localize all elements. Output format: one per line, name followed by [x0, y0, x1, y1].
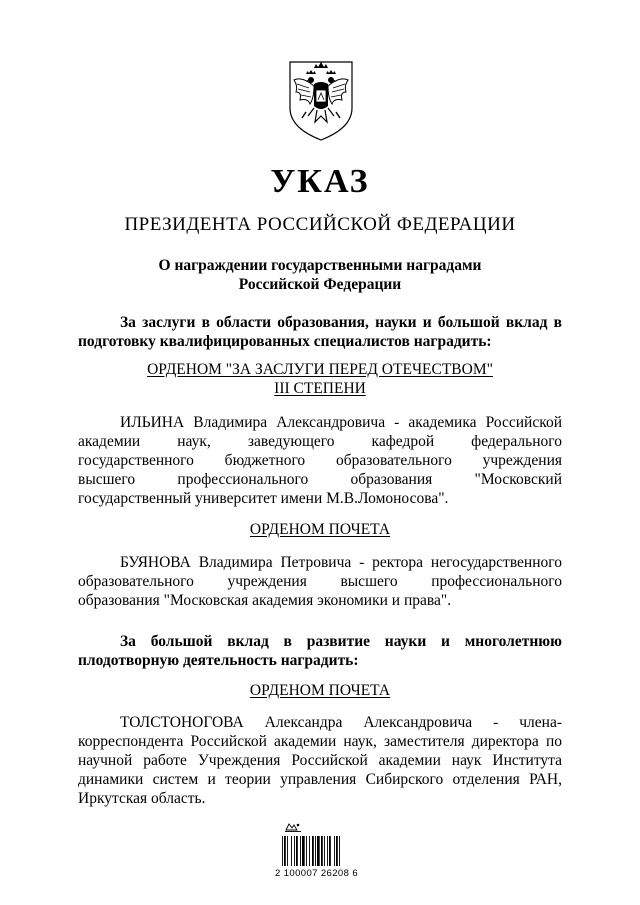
- document-title: УКАЗ: [270, 163, 370, 200]
- recipient-line: корреспондента Российской академии наук, заместителя директора по: [78, 733, 562, 750]
- section2-intro: [78, 632, 562, 670]
- award-title-order-merit: [78, 360, 562, 398]
- award-title-order-honour-2: [78, 681, 562, 700]
- recipient-tolstonogov: [78, 713, 562, 808]
- intro-line: За большой вклад в развитие науки и многолетнюю: [120, 633, 562, 650]
- recipient-line: государственный университет имени М.В.Ломоносова".: [78, 490, 449, 507]
- barcode-number: 2 100007 26208 6: [275, 868, 359, 879]
- recipient-line: высшего профессионального образования "Московский: [78, 471, 562, 488]
- award-title-line: ОРДЕНОМ "ЗА ЗАСЛУГИ ПЕРЕД ОТЕЧЕСТВОМ": [147, 361, 493, 378]
- section1-intro: [78, 313, 562, 351]
- award-title-line: ОРДЕНОМ ПОЧЕТА: [249, 682, 391, 699]
- recipient-line: ТОЛСТОНОГОВА Александра Александровича - члена-: [120, 714, 562, 731]
- recipient-line: БУЯНОВА Владимира Петровича - ректора негосударственного: [120, 554, 562, 571]
- recipient-line: научной работе Учреждения Российской академии наук Института: [78, 752, 562, 769]
- recipient-ilyin: [78, 413, 562, 508]
- recipient-buyanov: [78, 553, 562, 610]
- intro-line: За заслуги в области образования, науки и большой вклад в: [120, 314, 562, 331]
- heading-line: О награждении государственными наградами: [158, 257, 482, 274]
- recipient-line: динамики систем и теории управления Сибирского отделения РАН,: [78, 771, 562, 788]
- recipient-line: образовательного учреждения высшего профессионального: [78, 573, 562, 590]
- barcode-icon: [282, 836, 360, 870]
- intro-line: плодотворную деятельность наградить:: [78, 652, 359, 669]
- award-title-order-honour: [78, 520, 562, 539]
- award-title-line: III СТЕПЕНИ: [274, 380, 366, 397]
- recipient-line: образования "Московская академия экономики и права".: [78, 592, 452, 609]
- recipient-line: государственного бюджетного образовательного учреждения: [78, 452, 562, 469]
- decree-heading: [78, 256, 562, 294]
- heading-line: Российской Федерации: [238, 276, 402, 293]
- intro-line: подготовку квалифицированных специалистов наградить:: [78, 333, 492, 350]
- printing-stamp-icon: [284, 821, 302, 833]
- recipient-line: Иркутская область.: [78, 790, 206, 807]
- coat-of-arms-icon: [284, 58, 358, 142]
- document-subtitle: ПРЕЗИДЕНТА РОССИЙСКОЙ ФЕДЕРАЦИИ: [124, 214, 516, 235]
- award-title-line: ОРДЕНОМ ПОЧЕТА: [249, 521, 391, 538]
- recipient-line: ИЛЬИНА Владимира Александровича - академика Российской: [120, 414, 562, 431]
- recipient-line: академии наук, заведующего кафедрой федерального: [78, 433, 562, 450]
